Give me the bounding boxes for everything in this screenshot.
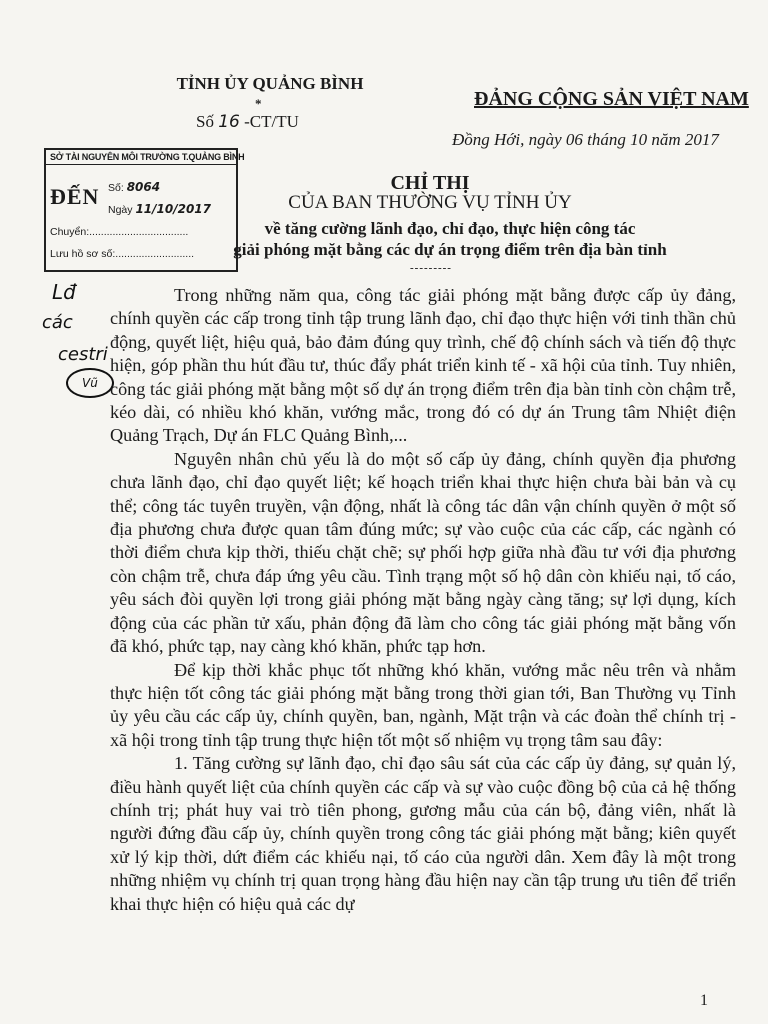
- paragraph-4: 1. Tăng cường sự lãnh đạo, chỉ đạo sâu sát của các cấp ủy đảng, sự quản lý, điều hành quyết liệt của chính quyền các cấp và sự vào cuộc đồng bộ của cả hệ thống chính trị; phát huy vai trò tiên phong, gương mẫu của cán bộ, đảng viên, nhất là người đứng đầu cấp ủy, chính quyền trong công tác giải phóng mặt bằng; kiên quyết xử lý kịp thời, dứt điểm các khiếu nại, tố cáo của người dân. Xem đây là một trong những nhiệm vụ chính trị quan trọng hàng đầu hiện nay cần tập trung ưu tiên để triển khai thực hiện có hiệu quả các dự: [110, 753, 736, 914]
- document-body: [110, 284, 736, 916]
- margin-note-2: các: [42, 312, 73, 333]
- document-number: [196, 112, 299, 132]
- page-number: 1: [700, 992, 708, 1009]
- number-suffix: -CT/TU: [244, 112, 299, 131]
- stamp-chuyen-label: Chuyển:: [50, 226, 90, 238]
- place-date: Đồng Hới, ngày 06 tháng 10 năm 2017: [452, 130, 719, 149]
- document-issuer-title: CỦA BAN THƯỜNG VỤ TỈNH ỦY: [288, 192, 572, 213]
- stamp-luu-label: Lưu hồ sơ số:: [50, 248, 116, 260]
- margin-note-4: Vũ: [66, 368, 114, 398]
- stamp-chuyen-row: Chuyển:..................................: [50, 226, 189, 238]
- margin-note-3: cestri: [58, 344, 108, 365]
- stamp-so-value: 8064: [126, 180, 161, 194]
- stamp-so-label: Số:: [108, 182, 124, 194]
- margin-note-1: Lđ: [52, 280, 76, 304]
- star-mark: *: [255, 96, 262, 111]
- stamp-so-row: [108, 180, 160, 194]
- number-handwritten: 16: [218, 112, 240, 132]
- paragraph-2: Nguyên nhân chủ yếu là do một số cấp ủy đảng, chính quyền địa phương chưa lãnh đạo, chỉ đạo quyết liệt; kế hoạch triển khai thực hiện chưa bài bản và cụ thể; công tác tuyên truyền, vận động, nhất là công tác dân vận chính quyền ở một số địa phương chưa được quan tâm đúng mức; sự vào cuộc của các cấp, các ngành có thời điểm chưa kịp thời, thiếu chặt chẽ; sự phối hợp giữa nhà đầu tư với địa phương còn chậm trễ, chưa đáp ứng yêu cầu. Tình trạng một số hộ dân còn khiếu nại, tố cáo, yêu sách đòi quyền lợi trong giải phóng mặt bằng ngày càng tăng; sự lợi dụng, kích động của các phần tử xấu, phản động đã làm cho công tác giải phóng mặt bằng vốn đã khó, phức tạp, nay càng khó khăn, phức tạp hơn.: [110, 448, 736, 657]
- stamp-header: SỞ TÀI NGUYÊN MÔI TRƯỜNG T.QUẢNG BÌNH: [46, 150, 236, 165]
- stamp-date-row: [108, 202, 211, 216]
- number-prefix: Số: [196, 112, 214, 131]
- paragraph-1: Trong những năm qua, công tác giải phóng mặt bằng được cấp ủy đảng, chính quyền các cấp trong tỉnh tập trung lãnh đạo, chỉ đạo thực hiện với tinh thần chủ động, quyết liệt, hiệu quả, bảo đảm đúng quy trình, chế độ chính sách và tiến độ thực hiện, góp phần thu hút đầu tư, thúc đẩy phát triển kinh tế - xã hội của tỉnh. Tuy nhiên, công tác giải phóng mặt bằng một số dự án trọng điểm trên địa bàn tỉnh còn chậm trễ, kéo dài, có nhiều khó khăn, vướng mắc, trong đó có dự án Trung tâm Nhiệt điện Quảng Trạch, Dự án FLC Quảng Bình,...: [110, 285, 736, 446]
- title-divider: ---------: [410, 262, 452, 274]
- document-subject: [200, 218, 700, 260]
- subject-line-1: về tăng cường lãnh đạo, chỉ đạo, thực hiện công tác: [264, 219, 636, 238]
- party-name: ĐẢNG CỘNG SẢN VIỆT NAM: [474, 88, 749, 110]
- stamp-date-label: Ngày: [108, 204, 133, 216]
- issuing-organization: TỈNH ỦY QUẢNG BÌNH: [176, 74, 364, 93]
- subject-line-2: giải phóng mặt bằng các dự án trọng điểm trên địa bàn tỉnh: [233, 240, 667, 259]
- stamp-date-value: 11/10/2017: [135, 202, 211, 216]
- document-type-title: CHỈ THỊ: [390, 172, 470, 194]
- stamp-den: ĐẾN: [50, 184, 100, 209]
- paragraph-3: Để kịp thời khắc phục tốt những khó khăn, vướng mắc nêu trên và nhằm thực hiện tốt công tác giải phóng mặt bằng trong thời gian tới, Ban Thường vụ Tỉnh ủy yêu cầu các cấp ủy, chính quyền, ban, ngành, Mặt trận và các đoàn thể chính trị - xã hội trong tỉnh tập trung thực hiện tốt một số nhiệm vụ trọng tâm sau đây:: [110, 659, 736, 750]
- stamp-luu-row: Lưu hồ sơ số:...........................: [50, 248, 195, 260]
